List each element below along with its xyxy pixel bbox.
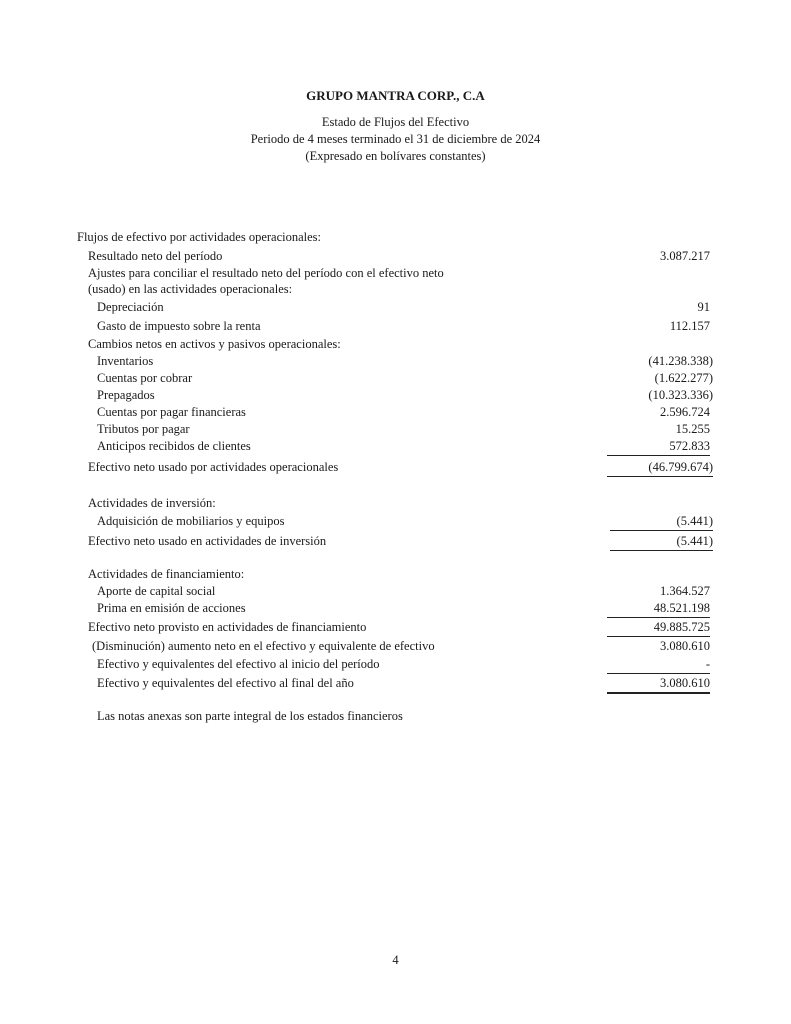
total-amount: (46.799.674) (607, 460, 713, 477)
operating-heading-row (0, 230, 791, 248)
currency-note: (Expresado en bolívares constantes) (305, 149, 486, 163)
total-label: Efectivo neto usado en actividades de inversión (88, 534, 327, 548)
statement-row (0, 319, 791, 337)
changes-heading-row (0, 337, 791, 355)
statement-row (0, 371, 791, 389)
operating-heading: Flujos de efectivo por actividades operacionales: (77, 230, 322, 244)
statement-row (0, 388, 791, 406)
row-amount: - (607, 657, 710, 674)
adjustments-heading-row-2 (0, 282, 791, 300)
row-amount: 2.596.724 (660, 405, 710, 419)
statement-row (0, 439, 791, 457)
changes-heading: Cambios netos en activos y pasivos operacionales: (88, 337, 341, 351)
row-amount: 112.157 (669, 319, 710, 333)
row-label: Depreciación (97, 300, 164, 314)
row-amount: (41.238.338) (648, 354, 713, 368)
row-label: Prima en emisión de acciones (97, 601, 246, 615)
total-label: Efectivo y equivalentes del efectivo al final del año (97, 676, 354, 690)
total-amount: 3.080.610 (607, 676, 710, 694)
investing-heading-row (0, 496, 791, 514)
row-amount: 15.255 (675, 422, 710, 436)
statement-row (0, 354, 791, 372)
financing-heading-row (0, 567, 791, 585)
row-amount: 91 (697, 300, 710, 314)
statement-row (0, 300, 791, 318)
row-label: Gasto de impuesto sobre la renta (97, 319, 261, 333)
footnote: Las notas anexas son parte integral de los estados financieros (97, 709, 403, 723)
statement-row (0, 514, 791, 532)
row-label: Tributos por pagar (97, 422, 190, 436)
company-name: GRUPO MANTRA CORP., C.A (306, 88, 485, 103)
row-label: Anticipos recibidos de clientes (97, 439, 251, 453)
total-label: Efectivo neto provisto en actividades de financiamiento (88, 620, 367, 634)
statement-total-row (0, 620, 791, 638)
statement-total-row (0, 460, 791, 478)
statement-row (0, 639, 791, 657)
row-amount: 3.087.217 (660, 249, 710, 263)
row-label: Cuentas por cobrar (97, 371, 193, 385)
statement-row (0, 657, 791, 675)
row-label: Aporte de capital social (97, 584, 216, 598)
row-amount: 1.364.527 (660, 584, 710, 598)
row-label: Inventarios (97, 354, 154, 368)
row-amount: 48.521.198 (607, 601, 710, 618)
statement-row (0, 422, 791, 440)
statement-title: Estado de Flujos del Efectivo (321, 115, 470, 129)
row-label: Adquisición de mobiliarios y equipos (97, 514, 285, 528)
investing-heading: Actividades de inversión: (88, 496, 216, 510)
financing-heading: Actividades de financiamiento: (88, 567, 245, 581)
total-label: Efectivo neto usado por actividades operacionales (88, 460, 339, 474)
statement-total-row (0, 534, 791, 552)
statement-period: Periodo de 4 meses terminado el 31 de diciembre de 2024 (250, 132, 541, 146)
total-amount: 49.885.725 (607, 620, 710, 637)
statement-total-row (0, 676, 791, 694)
row-amount: (10.323.336) (648, 388, 713, 402)
statement-row (0, 601, 791, 619)
page-number: 4 (392, 953, 399, 967)
row-amount: 3.080.610 (660, 639, 710, 653)
statement-row (0, 405, 791, 423)
row-label: Cuentas por pagar financieras (97, 405, 246, 419)
row-amount: 572.833 (607, 439, 710, 456)
adjustments-heading: Ajustes para conciliar el resultado neto del período con el efectivo neto (88, 266, 444, 280)
row-label: (Disminución) aumento neto en el efectivo y equivalente de efectivo (92, 639, 435, 653)
row-label: Efectivo y equivalentes del efectivo al inicio del período (97, 657, 380, 671)
total-amount: (5.441) (610, 534, 713, 551)
statement-row (0, 249, 791, 267)
row-label: Prepagados (97, 388, 155, 402)
row-amount: (5.441) (610, 514, 713, 531)
adjustments-heading-2: (usado) en las actividades operacionales: (88, 282, 293, 296)
row-amount: (1.622.277) (654, 371, 713, 385)
statement-row (0, 584, 791, 602)
row-label: Resultado neto del período (88, 249, 223, 263)
